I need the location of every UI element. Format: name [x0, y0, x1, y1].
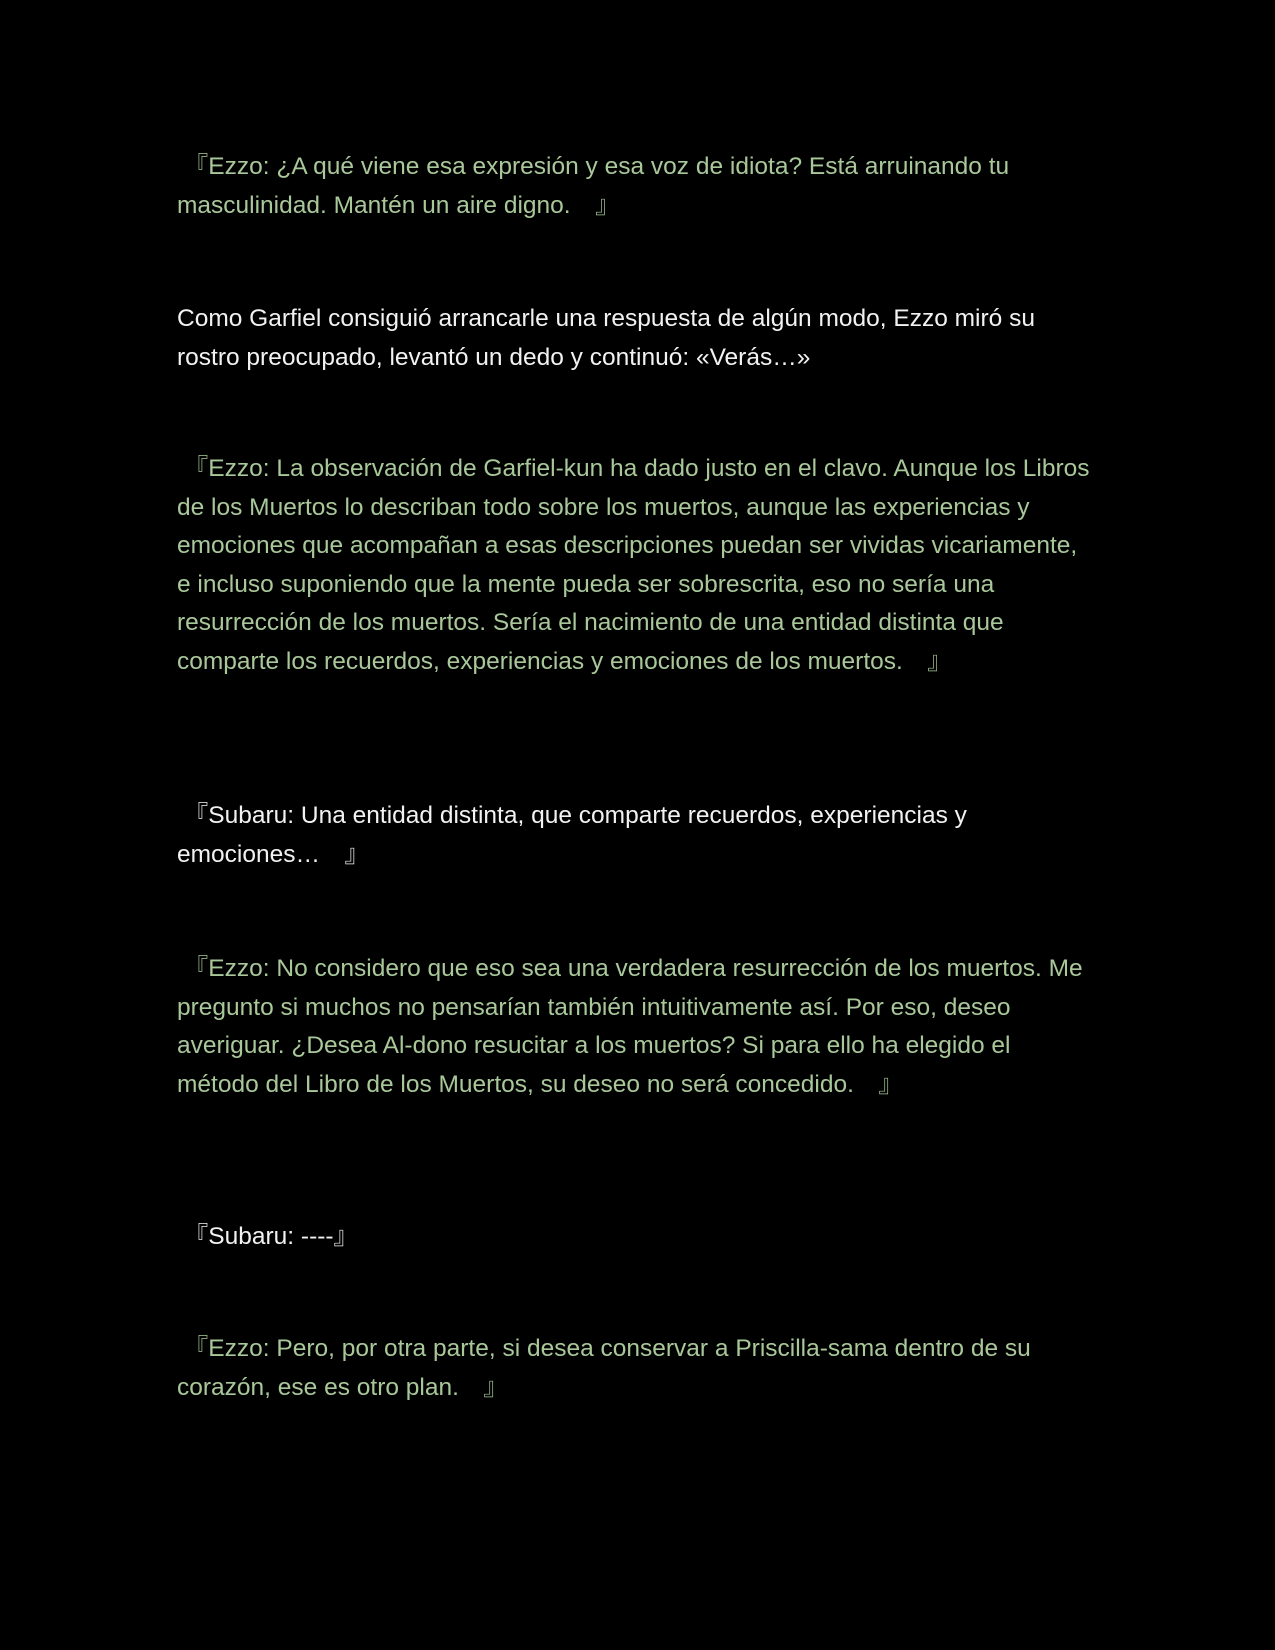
dialogue-ezzo-2: 『Ezzo: La observación de Garfiel-kun ha dado justo en el clavo. Aunque los Libros de los Muertos lo describan todo sobre los muertos, aunque las experiencias y emociones que acompañan a esas descripciones puedan ser vividas vicariamente, e incluso suponiendo que la mente pueda ser sobrescrita, eso no sería una resurrección de los muertos. Sería el nacimiento de una entidad distinta que comparte los recuerdos, experiencias y emociones de los muertos. 』	[177, 455, 1090, 675]
dialogue-ezzo-4: 『Ezzo: Pero, por otra parte, si desea conservar a Priscilla-sama dentro de su corazón, ese es otro plan. 』	[177, 1335, 1031, 1401]
dialogue-ezzo-3: 『Ezzo: No considero que eso sea una verdadera resurrección de los muertos. Me pregunto si muchos no pensarían también intuitivamente así. Por eso, deseo averiguar. ¿Desea Al-dono resucitar a los muertos? Si para ello ha elegido el método del Libro de los Muertos, su deseo no será concedido. 』	[177, 955, 1083, 1098]
narration-paragraph: Como Garfiel consiguió arrancarle una respuesta de algún modo, Ezzo miró su rostro preocupado, levantó un dedo y continuó: «Verás…»	[177, 305, 1035, 371]
dialogue-ezzo-1: 『Ezzo: ¿A qué viene esa expresión y esa voz de idiota? Está arruinando tu masculinidad. Mantén un aire digno. 』	[177, 153, 1010, 219]
document-page	[177, 0, 1097, 1650]
dialogue-subaru-2: 『Subaru: ----』	[177, 1223, 359, 1250]
dialogue-subaru-1: 『Subaru: Una entidad distinta, que comparte recuerdos, experiencias y emociones… 』	[177, 802, 967, 868]
